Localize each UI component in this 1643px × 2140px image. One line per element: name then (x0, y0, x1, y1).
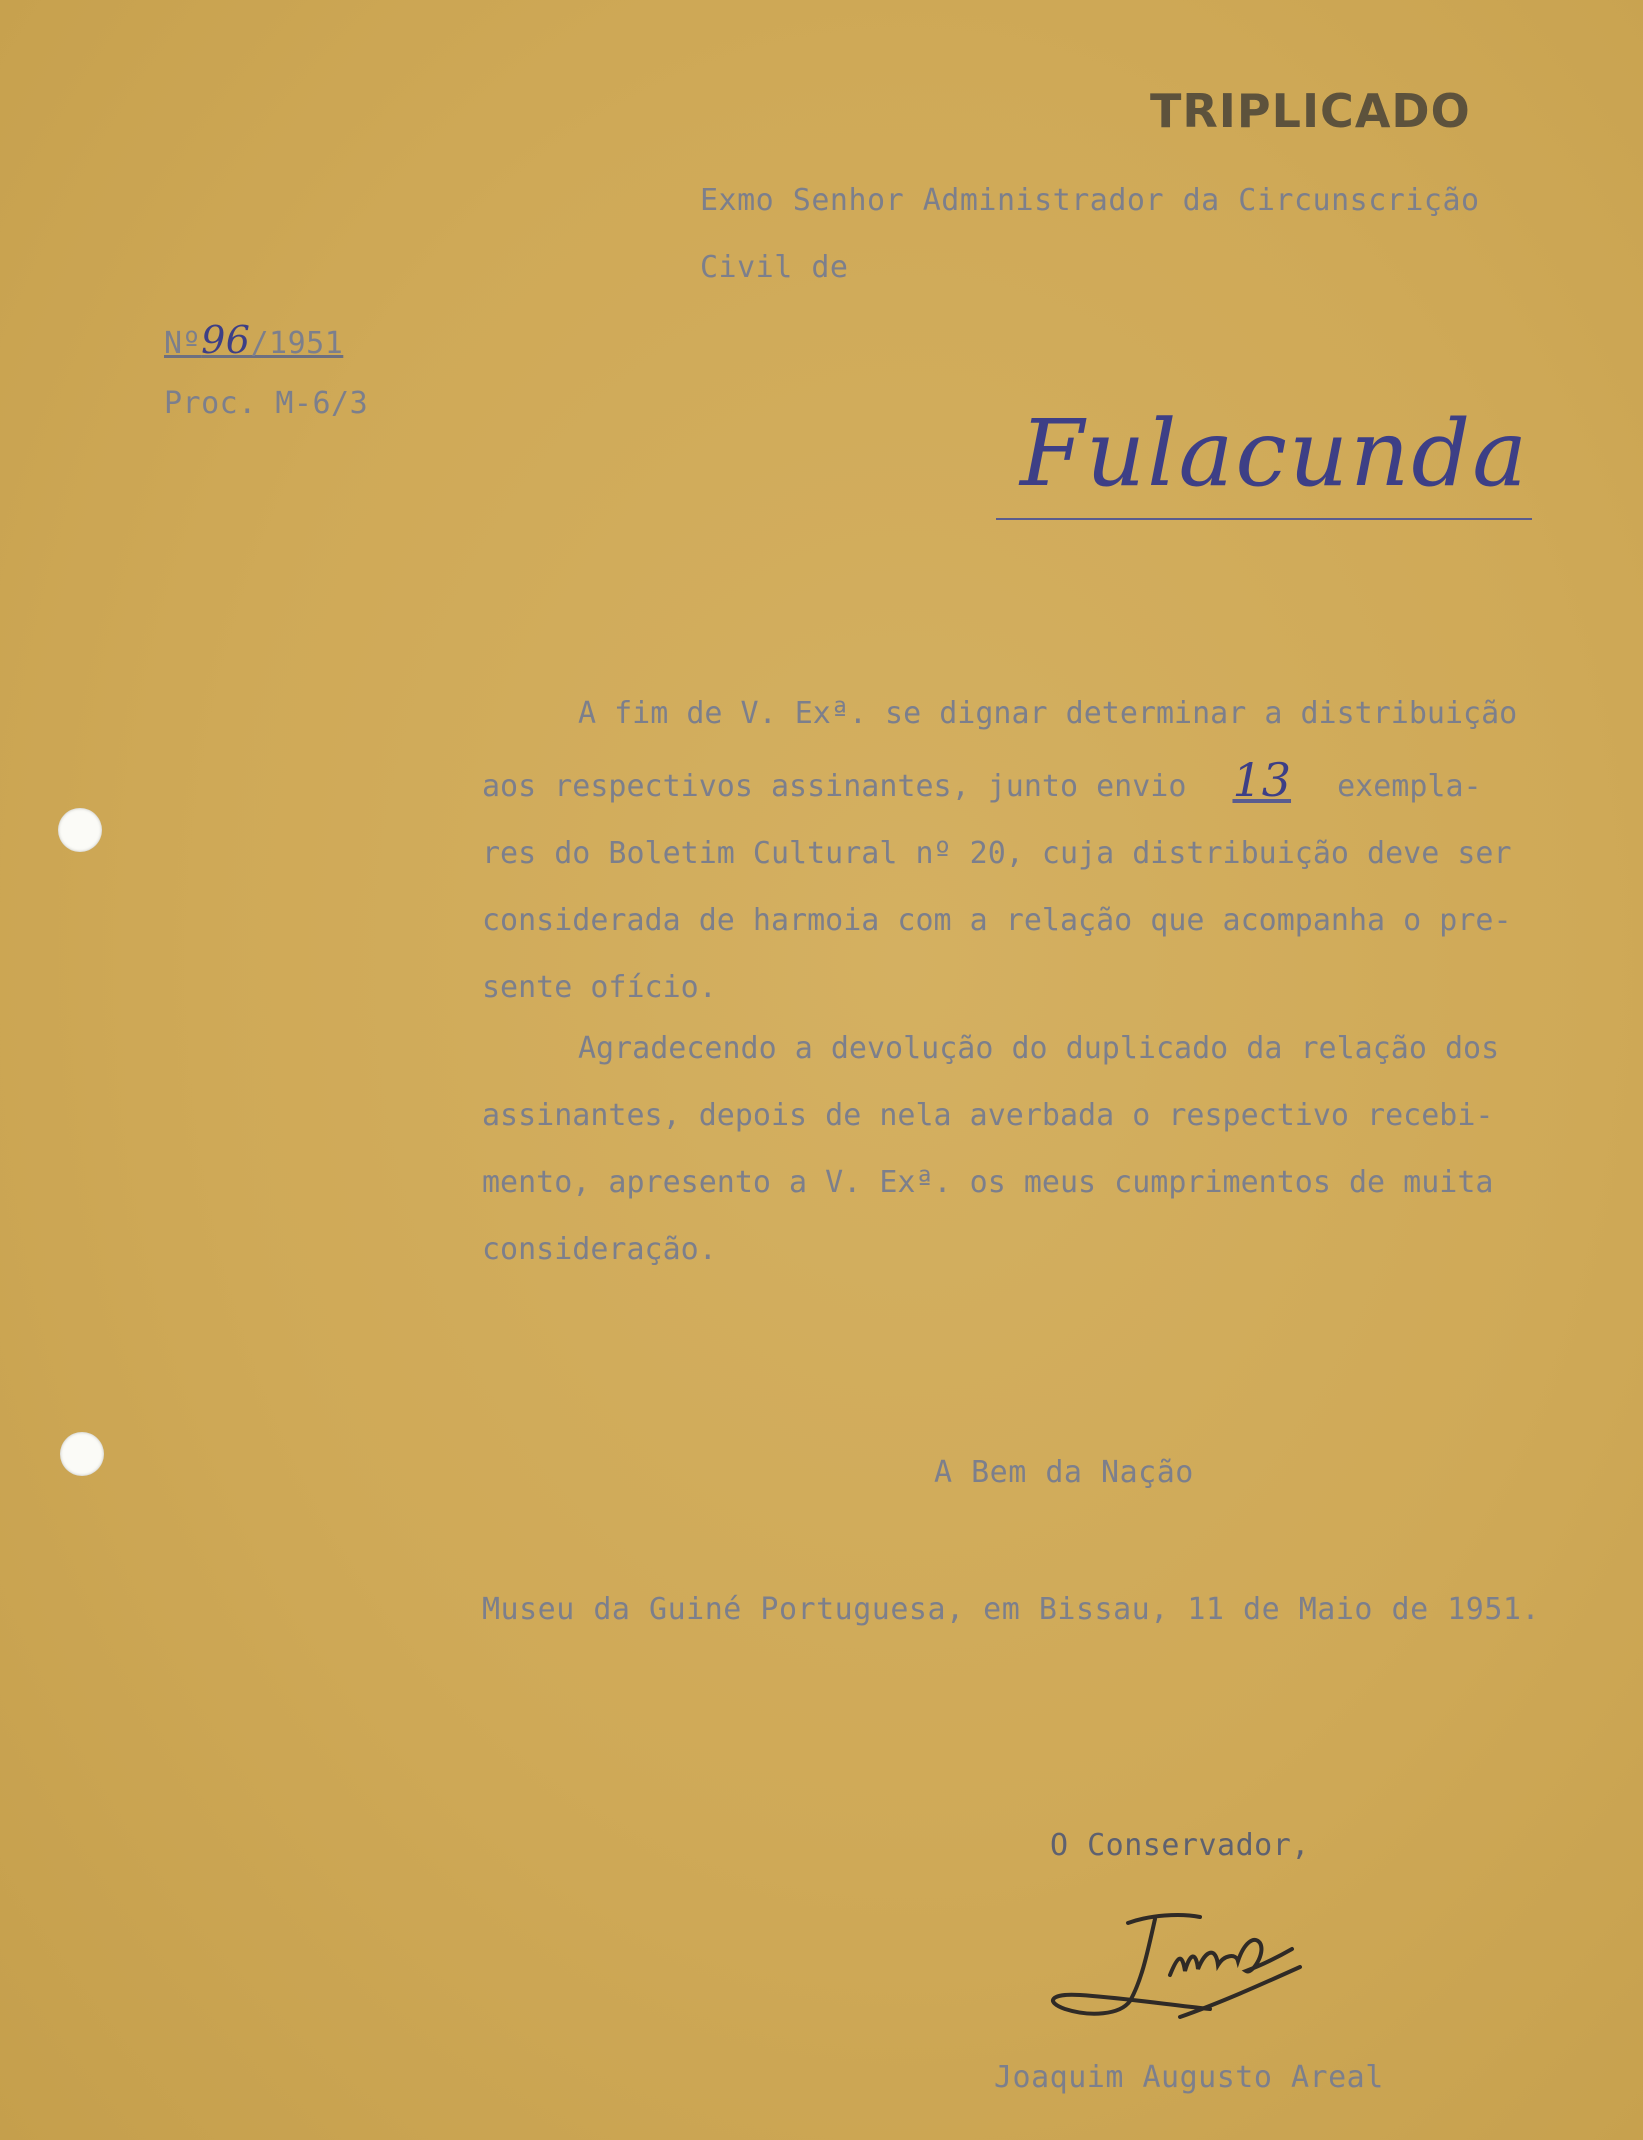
paragraph-1 (482, 680, 1612, 1021)
reference-number-handwritten: 96 (201, 318, 251, 362)
place-and-date: Museu da Guiné Portuguesa, em Bissau, 11 de Maio de 1951. (482, 1592, 1541, 1627)
addressee-line-1: Exmo Senhor Administrador da Circunscrição (700, 183, 1480, 218)
reference-prefix: Nº (164, 326, 202, 361)
closing-salutation: A Bem da Nação (934, 1455, 1194, 1490)
p1-line-2-text: aos respectivos assinantes, junto envio (482, 769, 1187, 804)
p1-line-1: A fim de V. Exª. se dignar determinar a distribuição (578, 696, 1518, 731)
addressee-line-2: Civil de (700, 250, 849, 285)
p1-line-5: sente ofício. (482, 970, 717, 1005)
p2-line-3: mento, apresento a V. Exª. os meus cumprimentos de muita (482, 1165, 1494, 1200)
process-reference: Proc. M-6/3 (164, 386, 369, 421)
p1-line-4: considerada de harmoia com a relação que acompanha o pre- (482, 903, 1512, 938)
p2-line-2: assinantes, depois de nela averbada o respectivo recebi- (482, 1098, 1494, 1133)
triplicado-stamp: TRIPLICADO (1150, 84, 1471, 138)
p2-line-4: consideração. (482, 1232, 717, 1267)
handwritten-signature (1030, 1905, 1330, 2035)
p1-line-2 (482, 747, 1612, 820)
punch-hole-top (58, 808, 102, 852)
reference-suffix: /1951 (250, 326, 344, 361)
punch-hole-bottom (60, 1432, 104, 1476)
reference-number (164, 318, 343, 362)
signatory-name: Joaquim Augusto Areal (994, 2060, 1384, 2095)
p2-line-1: Agradecendo a devolução do duplicado da relação dos (578, 1031, 1500, 1066)
copies-handwritten: 13 (1232, 753, 1292, 807)
place-underline (996, 518, 1532, 520)
p1-line-2-end: exempla- (1337, 769, 1482, 804)
p1-line-3: res do Boletim Cultural nº 20, cuja distribuição deve ser (482, 836, 1512, 871)
paragraph-2 (482, 1015, 1612, 1283)
signatory-title: O Conservador, (1050, 1828, 1310, 1863)
place-handwritten: Fulacunda (1020, 400, 1530, 507)
